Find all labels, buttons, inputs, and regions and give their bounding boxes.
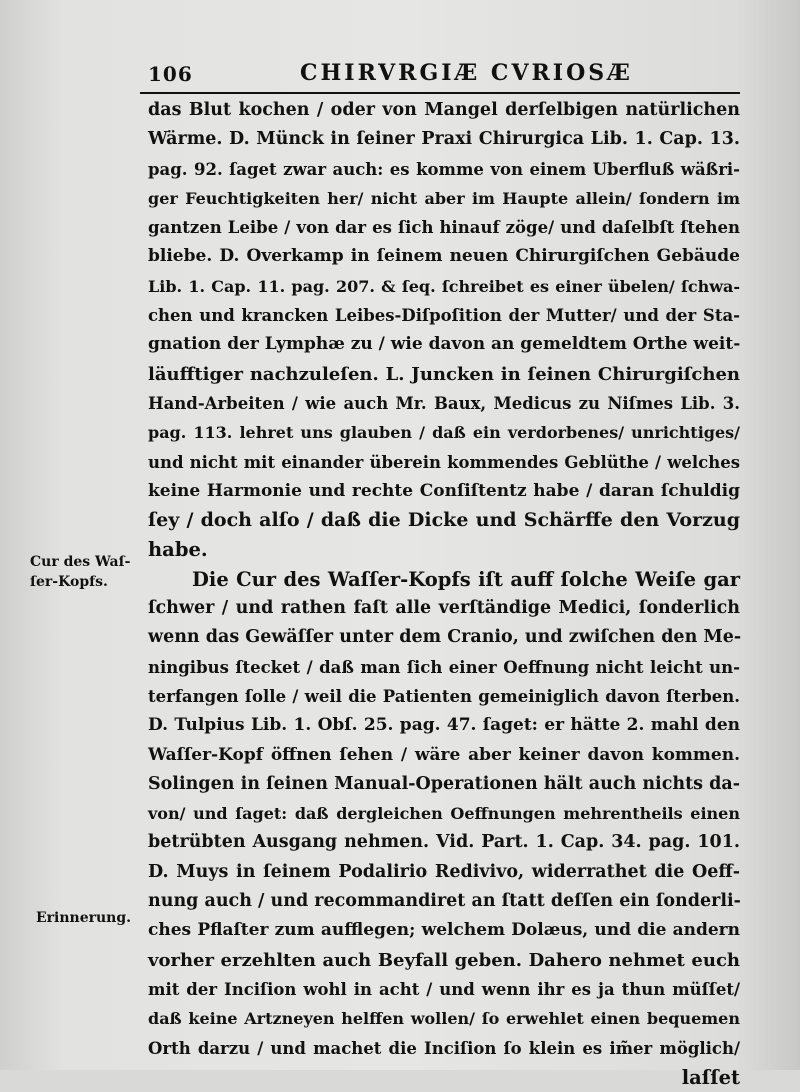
text-line: keine Harmonie und rechte Conſiſtentz habe / daran ſchuldig — [148, 480, 740, 501]
margin-note-line: Cur des Waſ- — [30, 554, 131, 570]
text-line: Wärme. D. Münck in ſeiner Praxi Chirurgica Lib. 1. Cap. 13. — [148, 129, 740, 150]
text-line: pag. 113. lehret uns glauben / daß ein verdorbenes/ unrichtiges/ — [148, 423, 740, 443]
text-line: Lib. 1. Cap. 11. pag. 207. & ſeq. ſchreibet es einer übelen/ ſchwa- — [148, 276, 740, 296]
text-line: ger Feuchtigkeiten her/ nicht aber im Haupte allein/ ſondern im — [148, 188, 740, 208]
text-line: bliebe. D. Overkamp in ſeinem neuen Chirurgiſchen Gebäude — [148, 246, 740, 267]
page-number: 106 — [148, 62, 193, 86]
text-line: pag. 92. ſaget zwar auch: es komme von einem Uberfluß wäßri- — [148, 159, 740, 179]
text-line: gantzen Leibe / von dar es ſich hinauf zöge/ und daſelbſt ſtehen — [148, 218, 740, 238]
text-line: Orth darzu / und machet die Inciſion ſo klein es im̃er möglich/ — [148, 1038, 740, 1058]
text-line: Hand-Arbeiten / wie auch Mr. Baux, Medicus zu Niſmes Lib. 3. — [148, 393, 740, 413]
text-line: ſchwer / und rathen faſt alle verſtändige Medici, ſonderlich — [148, 598, 740, 619]
page-header — [140, 56, 745, 96]
text-line: mit der Inciſion wohl in acht / und wenn ihr es ja thun müſſet/ — [148, 979, 740, 999]
text-line: nung auch / und recommandiret an ſtatt deſſen ein ſonderli- — [148, 891, 741, 912]
text-line: Waſſer-Kopf öffnen ſehen / wäre aber keiner davon kommen. — [148, 744, 740, 765]
text-line: daß keine Artzneyen helffen wollen/ ſo erwehlet einen bequemen — [148, 1009, 740, 1029]
paragraph-start-line: Die Cur des Waſſer-Kopfs iſt auff ſolche Weiſe gar — [192, 567, 740, 591]
text-line: chen und krancken Leibes-Diſpoſition der Mutter/ und der Sta- — [148, 306, 740, 326]
text-line: habe. — [148, 538, 208, 562]
text-line: und nicht mit einander überein kommendes Geblüthe / welches — [148, 452, 740, 472]
text-line: ſey / doch alſo / daß die Dicke und Schärffe den Vorzug — [148, 509, 740, 532]
body-text — [148, 96, 740, 1092]
text-line: vorher erzehlten auch Beyfall geben. Dahero nehmet euch — [148, 949, 740, 971]
catchword: laſſet — [681, 1065, 740, 1089]
text-line: ches Pflaſter zum aufflegen; welchem Dolæus, und die andern — [148, 920, 740, 941]
margin-note-cure — [30, 552, 140, 592]
text-line: terfangen ſolle / weil die Patienten gemeiniglich davon ſterben. — [148, 686, 740, 706]
text-line: Solingen in ſeinen Manual-Operationen hält auch nichts da- — [148, 773, 740, 794]
text-line: D. Tulpius Lib. 1. Obſ. 25. pag. 47. ſaget: er hätte 2. mahl den — [148, 715, 740, 736]
text-line: betrübten Ausgang nehmen. Vid. Part. 1. Cap. 34. pag. 101. — [148, 832, 740, 853]
text-line: gnation der Lymphæ zu / wie davon an gemeldtem Orthe weit- — [148, 334, 741, 355]
margin-note-line: ſer-Kopfs. — [30, 574, 108, 590]
text-line: von/ und ſaget: daß dergleichen Oeffnungen mehrentheils einen — [148, 804, 740, 824]
text-line: wenn das Gewäſſer unter dem Cranio, und zwiſchen den Me- — [148, 627, 742, 648]
text-line: das Blut kochen / oder von Mangel derſelbigen natürlichen — [148, 100, 740, 120]
text-line: ningibus ſtecket / daß man ſich einer Oeffnung nicht leicht un- — [148, 657, 740, 677]
margin-note-reminder: Erinnerung. — [36, 910, 132, 926]
header-rule — [140, 92, 740, 94]
text-line: D. Muys in ſeinem Podalirio Redivivo, widerrathet die Oeff- — [148, 861, 740, 882]
text-line: läufftiger nachzuleſen. L. Juncken in ſeinen Chirurgiſchen — [148, 363, 740, 385]
running-title: CHIRVRGIÆ CVRIOSÆ — [300, 60, 633, 86]
